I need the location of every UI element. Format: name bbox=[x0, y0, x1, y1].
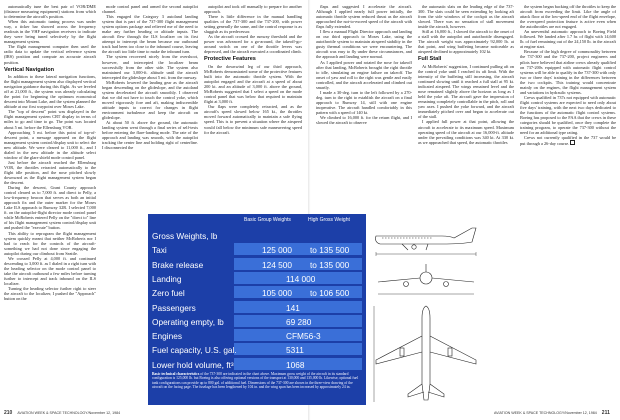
paragraph: On the downwind leg of our third approach, McRoberts demonstrated some of the protective features built into the automatic throttle system. With the autopilot engaged and the aircraft at a speed of about 200 kt. and an altitude of 3,000 ft. above the ground, McRoberts suggested that I select a speed on the mode control panel that was below that required to maintain flight at 3,000 ft. bbox=[204, 63, 302, 105]
paragraph: Turning the heading selector further right to steer the aircraft to the localizer, I pushed the "Approach" button on the bbox=[4, 286, 96, 302]
spec-label: Brake release bbox=[152, 259, 204, 270]
spec-value: 141 bbox=[286, 302, 300, 313]
paragraph: The system recovered nicely from the overshoot, however, and intercepted the localizer beam successfully from the other side. The system also maintained our 3,000-ft. altitude until the aircraft intercepted the glideslope about 5 mi. from the runway. bbox=[102, 54, 198, 80]
spec-label: Taxi bbox=[152, 245, 167, 256]
paragraph: Crews qualified in 737s not equipped with automatic flight control systems are expected to need only about five days' training, with the next two days dedicated to the functions of the automatic flight control systems. Boeing has proposed to the FAA that the crews in these categories should be qualified, once they complete the training program, to operate the 737-300 without the need for an additional type rating. bbox=[520, 94, 616, 136]
paragraph: Our flaps were completely retracted, and as the aircraft's speed slowed below 165 kt., the throttles moved forward automatically to maintain a safe flying speed. This is to prevent a situation where the airspeed would fall below the minimum safe maneuvering speed for the aircraft. bbox=[204, 104, 302, 135]
page-number: 210 bbox=[4, 410, 13, 416]
paragraph: At McRoberts' suggestion, I continued pulling aft on the control yoke until I reached its aft limit. With the intensity of the buffeting still increasing, the aircraft continued slowing until it reached a full stall at 95 kt. indicated airspeed. The wings remained level and the nose remained slightly above the horizon as long as I held the yoke aft. The aircraft gave the impression of remaining completely controllable in the pitch, roll and yaw axes. I pushed the yoke forward, and the aircraft immediately pitched over and began to accelerate out of the stall. bbox=[418, 63, 514, 120]
spec-value: 1068 bbox=[286, 359, 305, 370]
header-basic-weights: Basic Group Weights bbox=[244, 217, 291, 223]
paragraph: An uneventful automatic approach to Boeing Field followed. We landed after 1.7 hr. of flight with 14,600 lb. of fuel remaining out of the 24,150 lb. in the aircraft at engine start. bbox=[520, 29, 616, 50]
paragraph: There is little difference in the manual handling qualities of the 737-300 and the 737-200, with power setting generally the same, and the control response is as sluggish as its predecessor. bbox=[204, 14, 302, 35]
page-number: 211 bbox=[601, 410, 610, 416]
footer-right bbox=[494, 410, 610, 416]
paragraph: We crossed Pelly at 4,000 ft. and continued descending to 3,000 ft. as I dialed in a right turn with the heading selector on the mode control panel to take the aircraft outbound a few miles before turning further to intercept and track inbound on the ILS localizer. bbox=[4, 255, 96, 286]
paragraph: In addition to these lateral navigation functions, the flight management system also displayed vertical navigation guidance during this flight. As we leveled off at 21,000 ft., the system was already calculating the point for beginning the optimum economical descent into Mount Lake, and the system planned the altitude at our first waypoint over Moses Lake. bbox=[4, 74, 96, 110]
paragraph: As I applied power and rotated the nose for takeoff after that landing, McRoberts brought the right throttle to idle, simulating an engine failure on takeoff. The onset of yaw and roll to the right was gentle and easily controlled, and the aircraft accelerated and climbed out smartly. bbox=[316, 59, 412, 90]
header-high-gross-weight: High Gross Weight bbox=[308, 217, 350, 223]
spec-value: 114 000 bbox=[286, 273, 316, 284]
three-view-drawing bbox=[372, 214, 480, 406]
spec-label: Gross Weights, lb bbox=[152, 231, 218, 241]
footer-left bbox=[4, 410, 120, 416]
paragraph: This ability to reprogram the flight management system quickly meant that neither McRoberts nor I had to reach for the controls of the aircraft-something we had not done since engaging the autopilot during our climbout from Seattle. bbox=[4, 230, 96, 256]
paragraph: I flew a manual Flight Director approach and landing on our third approach to Moses Lake, using the autothrottle system to maintain airspeed stability in the gusty thermal conditions we were encountering. The aircraft was easy to fly under these circumstances, and the approach and landing were normal. bbox=[316, 29, 412, 60]
article-column-3 bbox=[204, 4, 302, 210]
spec-value: 124 500 bbox=[262, 259, 292, 270]
table-caption bbox=[152, 372, 364, 390]
spec-label: Engines bbox=[152, 331, 182, 342]
paragraph: This engaged the Category 3 autoland landing system that is part of the 737-300 flight management system options package and relieved me of the need to make any further heading or altitude inputs. The aircraft flew through the ILS localizer on its first attempt to intercept the beam because our outbound track had been too close to the inbound course, leaving the aircraft too little time to make the inbound turn. bbox=[102, 14, 198, 55]
paragraph: mode control panel and armed the second autopilot channel. bbox=[102, 4, 198, 15]
paragraph: flaps and suggested I accelerate the aircraft. Although I applied nearly full power initially, the automatic throttle system reduced thrust as the aircraft approached the not-to-exceed speed of the aircraft with flaps fully extended. bbox=[316, 4, 412, 30]
paragraph: The flight management computer then used the radio data to update the vertical reference system (IRS) position and compute an accurate aircraft position. bbox=[4, 44, 96, 65]
spec-label: Passengers bbox=[152, 302, 196, 313]
spec-value: 105 000 bbox=[262, 288, 292, 299]
paragraph: I applied full power at that point, allowing the aircraft to accelerate to its maximum speed. Maximum operating speed of the aircraft at our 16,000-ft. altitude under the prevailing conditions was 340 kt. At 330 kt. as we approached that speed, the automatic throttles bbox=[418, 119, 514, 145]
spec-value: 69 280 bbox=[286, 316, 312, 327]
paragraph: Because of the high degree of commonality between the 737-300 and the 737-200, project engineers and pilots have believed that airline crews already qualified on 737-200s equipped with automatic flight control systems will be able to qualify in the 737-300 with only two or three days' training in the differences between the two cockpits. This training would concentrate mainly on the engines, the flight management system and variations in hydraulic systems. bbox=[520, 49, 616, 95]
spec-value: 5311 bbox=[286, 345, 304, 356]
paragraph: At about 50 ft. above the ground, the automatic landing system went through a final series of self-tests before entering the flare-landing mode. The rate of the approach and landing was smooth, with the autopilot tracking the center line and holding right of centerline. I disconnected the bbox=[102, 120, 198, 151]
paragraph: McRoberts lowered the landing gear as the aircraft began descending on the glideslope, and the autoland system decelerated the aircraft smoothly. I observed that we did not have to touch the control yoke, which moved vigorously fore and aft, making indiscernible attitude inputs to correct for changes in flight environment turbulence and keep the aircraft on glideslope. bbox=[102, 79, 198, 121]
spec-label: Lower hold volume, ft³ bbox=[152, 359, 234, 370]
paragraph bbox=[520, 135, 616, 146]
spec-label: Zero fuel bbox=[152, 288, 185, 299]
spec-value-high: to 135 000 bbox=[310, 259, 350, 270]
article-column-2 bbox=[102, 4, 198, 210]
spec-label: Fuel capacity, U.S. gal. bbox=[152, 345, 237, 356]
section-heading: Full Stall bbox=[418, 56, 442, 63]
aircraft-drawing-icon bbox=[372, 214, 480, 406]
spec-value: 125 000 bbox=[262, 245, 292, 256]
paragraph: During the descent, Grant County approach control cleared us to 7,000 ft. and direct to Pelly, a low-frequency beacon that serves as both an initial approach fix and the outer marker for the Moses Lake ILS approach to Runway 32R. I selected 7,000 ft. on the autopilot-flight director mode control panel while McRoberts entered Pelly on the "direct to" line of his flight management system control/display unit and pushed the "execute" button. bbox=[4, 185, 96, 231]
spec-table bbox=[148, 214, 366, 405]
paragraph: When this automatic tuning process was under way, a ticker bar showed across the frequency readouts in the VHF navigation receivers to indicate they were being tuned selectively by the flight management system. bbox=[4, 19, 96, 45]
paragraph: As the aircraft crossed the runway threshold and the power was advanced for a go-around, the takeoff-go-around switch on one of the throttle levers was depressed, and the aircraft executed a coordinated climb. bbox=[204, 34, 302, 55]
caption-lead: Basic technical characteristics bbox=[152, 372, 200, 376]
paragraph: Just before the aircraft reached the Ellensburg VOR, the throttles retracted automatically to the flight idle position, and the nose pitched slowly downward as the flight management system began the descent. bbox=[4, 159, 96, 186]
paragraph: We climbed to 16,000 ft. for the return flight, and I slowed the aircraft to observe bbox=[316, 115, 412, 126]
footer-text: AVIATION WEEK & SPACE TECHNOLOGY/November 12, 1984 bbox=[17, 411, 121, 415]
spec-value-high: to 106 500 bbox=[310, 288, 350, 299]
spec-label: Landing bbox=[152, 273, 182, 284]
paragraph: Still at 16,000 ft., I slowed the aircraft to the onset of a stall with the autopilot and autothrottle disengaged. The aircraft weight was approximately 92,000 lb. at that point, and wing buffeting became noticeable as airspeed declined to approximately 102 kt. bbox=[418, 29, 514, 55]
article-column-6 bbox=[520, 4, 616, 406]
paragraph-text: Crews not currently qualified in the 737 would be put through a 26-day course. bbox=[520, 135, 616, 147]
paragraph: autopilot and took off manually to prepare for another approach. bbox=[204, 4, 302, 15]
spec-value-high: to 135 500 bbox=[310, 245, 350, 256]
spec-label: Operating empty, lb bbox=[152, 316, 224, 327]
section-heading: Vertical Navigation bbox=[4, 66, 55, 73]
end-of-article-icon bbox=[570, 140, 575, 145]
section-heading: Protective Features bbox=[204, 56, 256, 63]
spec-table-header bbox=[148, 217, 366, 227]
article-column-1 bbox=[4, 4, 96, 406]
paragraph: I made a 30-deg. turn to the left followed by a 270-deg. turn to the right to establish the aircraft on a final approach to Runway 14, still with one engine inoperative. The aircraft handled comfortably in this pattern with a speed of 140 kt. bbox=[316, 89, 412, 115]
footer-text: AVIATION WEEK & SPACE TECHNOLOGY/November 12, 1984 bbox=[494, 411, 597, 415]
paragraph: the system began backing off the throttles to keep the aircraft from exceeding the limit. Like the angle of attack floor at the low-speed end of the flight envelope, the overspeed protection feature is active even when the autothrottles are not engaged. bbox=[520, 4, 616, 30]
caption-body: of the 737-300 are indicated in the chart above. Maximum gross weight of the aircraft in its standard configuration is 125,000 lb. but Boeing is also offering optional versions of the transport at 130,000 and 135,000 lb. Likewise, optional fuel tank configurations can provide up to 800 gal. of additional fuel. Dimensions of the 737-300 are shown in the three-view drawing of the aircraft on the facing page. The fuselage has been lengthened by 104 in. and the wing span has been increased by approximately 24 in. bbox=[152, 372, 359, 390]
paragraph: the automatic slats on the leading edge of the 737-300. The slats could be seen extending by looking aft from the side windows of the cockpit as the aircraft slowed. There was no sensation of stall movement inside the aircraft, however. bbox=[418, 4, 514, 30]
paragraph: Approaching 5 mi. before this point of top-of-descent point, a message appeared on the flight management system control/display unit to select the new altitude. We were cleared to 11,000 ft., and I dialed in the new altitude in the altitude select window of the glare shield mode control panel. bbox=[4, 129, 96, 160]
article-column-4 bbox=[316, 4, 412, 210]
paragraph: The "top of descent" point was displayed in the flight management system CRT display in terms of miles to go and time to go. The point was located about 5 mi. before the Ellensburg VOR. bbox=[4, 109, 96, 130]
spec-value: CFM56-3 bbox=[286, 331, 321, 342]
paragraph: automatically tune the best pair of VOR/DME (distance measuring equipment) stations from which to determine the aircraft's position. bbox=[4, 4, 96, 20]
article-column-5 bbox=[418, 4, 514, 210]
